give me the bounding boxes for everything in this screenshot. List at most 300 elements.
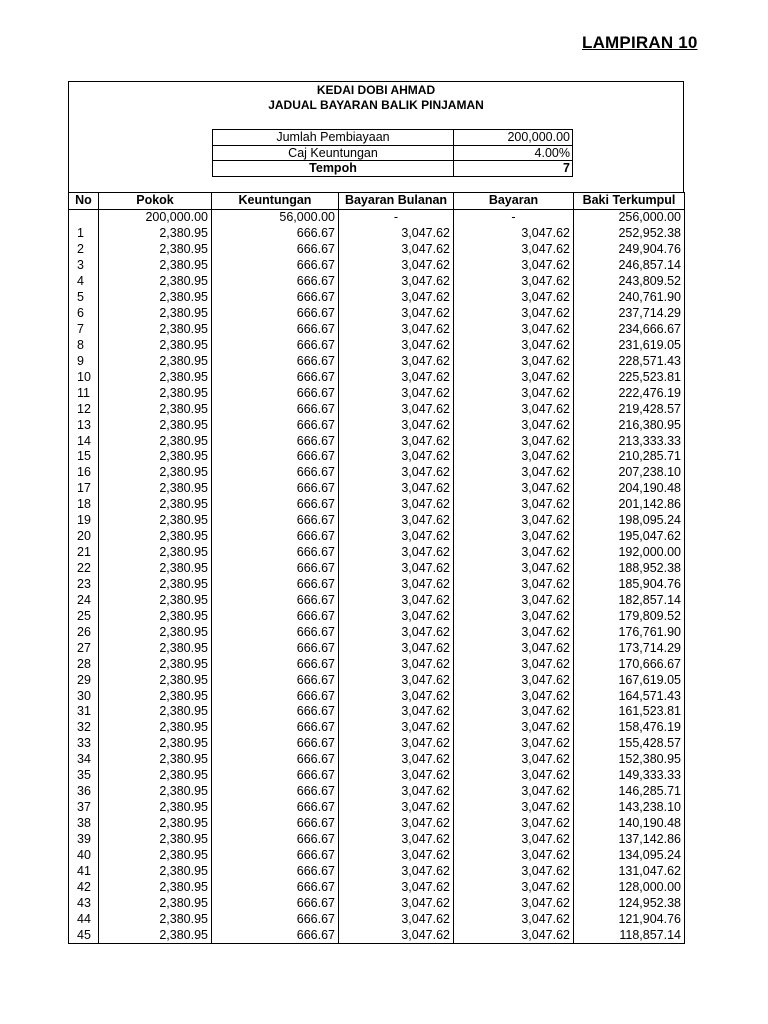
table-cell: 188,952.38 <box>574 561 685 577</box>
table-cell: 3,047.62 <box>339 258 454 274</box>
table-cell: 666.67 <box>212 640 339 656</box>
table-cell: 3,047.62 <box>454 385 574 401</box>
table-cell: 2,380.95 <box>99 608 212 624</box>
table-cell: 666.67 <box>212 704 339 720</box>
table-cell: 3,047.62 <box>339 592 454 608</box>
table-cell: 43 <box>69 895 99 911</box>
table-cell: 3,047.62 <box>339 736 454 752</box>
table-cell: 38 <box>69 816 99 832</box>
table-cell: 170,666.67 <box>574 656 685 672</box>
table-cell: 16 <box>69 465 99 481</box>
table-cell: 176,761.90 <box>574 624 685 640</box>
table-row <box>69 832 685 848</box>
table-cell: 4 <box>69 274 99 290</box>
appendix-label: LAMPIRAN 10 <box>582 33 698 52</box>
parameter-row <box>213 161 573 177</box>
table-cell: 666.67 <box>212 481 339 497</box>
table-cell: 36 <box>69 784 99 800</box>
table-cell: 2,380.95 <box>99 306 212 322</box>
table-cell: 3,047.62 <box>454 417 574 433</box>
table-cell: 3,047.62 <box>454 497 574 513</box>
table-cell: 12 <box>69 401 99 417</box>
table-cell: 2,380.95 <box>99 656 212 672</box>
table-cell: 3,047.62 <box>339 816 454 832</box>
table-cell: 34 <box>69 752 99 768</box>
table-cell: 225,523.81 <box>574 369 685 385</box>
table-cell: 3 <box>69 258 99 274</box>
table-cell: 3,047.62 <box>339 784 454 800</box>
table-cell: 2,380.95 <box>99 481 212 497</box>
table-cell: 3,047.62 <box>454 322 574 338</box>
table-cell: 131,047.62 <box>574 863 685 879</box>
table-row <box>69 274 685 290</box>
column-header: Baki Terkumpul <box>574 193 685 210</box>
table-cell: 219,428.57 <box>574 401 685 417</box>
loan-parameters-table <box>212 129 573 177</box>
table-cell: 2,380.95 <box>99 736 212 752</box>
table-cell: 3,047.62 <box>454 258 574 274</box>
table-cell: 128,000.00 <box>574 879 685 895</box>
table-cell: 2,380.95 <box>99 561 212 577</box>
table-cell: 249,904.76 <box>574 242 685 258</box>
table-cell: 216,380.95 <box>574 417 685 433</box>
parameter-row <box>213 130 573 146</box>
table-row <box>69 209 685 225</box>
table-cell: - <box>454 209 574 225</box>
table-cell: 3,047.62 <box>339 306 454 322</box>
table-cell: 3,047.62 <box>454 433 574 449</box>
table-cell: 666.67 <box>212 369 339 385</box>
table-cell: 3,047.62 <box>454 608 574 624</box>
table-cell: 2,380.95 <box>99 592 212 608</box>
parameter-value: 4.00% <box>454 145 573 161</box>
table-cell: 666.67 <box>212 656 339 672</box>
table-cell: 143,238.10 <box>574 800 685 816</box>
table-cell: 3,047.62 <box>339 624 454 640</box>
table-cell: 3,047.62 <box>454 784 574 800</box>
table-row <box>69 353 685 369</box>
table-row <box>69 720 685 736</box>
table-row <box>69 847 685 863</box>
table-cell: 3,047.62 <box>454 768 574 784</box>
table-cell: 3,047.62 <box>454 465 574 481</box>
table-cell: 118,857.14 <box>574 927 685 943</box>
table-cell: 3,047.62 <box>339 369 454 385</box>
table-cell: 2,380.95 <box>99 385 212 401</box>
table-row <box>69 385 685 401</box>
table-cell: 666.67 <box>212 545 339 561</box>
table-cell: 666.67 <box>212 768 339 784</box>
table-cell: 213,333.33 <box>574 433 685 449</box>
table-cell: 666.67 <box>212 608 339 624</box>
table-cell: 2,380.95 <box>99 752 212 768</box>
table-cell: 666.67 <box>212 879 339 895</box>
table-cell: 24 <box>69 592 99 608</box>
table-cell: 3,047.62 <box>454 688 574 704</box>
table-cell: 3,047.62 <box>454 720 574 736</box>
table-row <box>69 752 685 768</box>
table-cell: 2,380.95 <box>99 545 212 561</box>
parameter-value: 7 <box>454 161 573 177</box>
table-row <box>69 784 685 800</box>
table-cell: 3,047.62 <box>339 752 454 768</box>
table-cell: 237,714.29 <box>574 306 685 322</box>
table-cell: 666.67 <box>212 895 339 911</box>
column-header: Bayaran Bulanan <box>339 193 454 210</box>
table-row <box>69 624 685 640</box>
table-cell: 2,380.95 <box>99 337 212 353</box>
table-cell: 2,380.95 <box>99 704 212 720</box>
table-cell: 2,380.95 <box>99 927 212 943</box>
table-cell: 2,380.95 <box>99 258 212 274</box>
table-cell: 3,047.62 <box>454 513 574 529</box>
table-cell: 666.67 <box>212 433 339 449</box>
table-cell: 666.67 <box>212 863 339 879</box>
schedule-title: JADUAL BAYARAN BALIK PINJAMAN <box>268 98 484 112</box>
table-cell: 200,000.00 <box>99 209 212 225</box>
table-cell: 2,380.95 <box>99 895 212 911</box>
table-cell: 173,714.29 <box>574 640 685 656</box>
table-cell: 3,047.62 <box>454 242 574 258</box>
table-cell: 2,380.95 <box>99 242 212 258</box>
table-cell: 2,380.95 <box>99 274 212 290</box>
table-cell: 18 <box>69 497 99 513</box>
table-cell: 3,047.62 <box>339 401 454 417</box>
table-row <box>69 672 685 688</box>
table-cell: 3,047.62 <box>454 529 574 545</box>
table-row <box>69 911 685 927</box>
table-cell: 666.67 <box>212 927 339 943</box>
table-cell: 3,047.62 <box>454 226 574 242</box>
column-header: Keuntungan <box>212 193 339 210</box>
table-cell: 3,047.62 <box>339 385 454 401</box>
table-cell: 666.67 <box>212 353 339 369</box>
table-cell: 134,095.24 <box>574 847 685 863</box>
table-cell: 3,047.62 <box>339 242 454 258</box>
table-cell: 195,047.62 <box>574 529 685 545</box>
table-cell: 3,047.62 <box>454 927 574 943</box>
table-cell: 3,047.62 <box>339 672 454 688</box>
table-cell: 666.67 <box>212 401 339 417</box>
table-row <box>69 258 685 274</box>
table-cell: 210,285.71 <box>574 449 685 465</box>
table-cell: 3,047.62 <box>454 561 574 577</box>
table-cell: 207,238.10 <box>574 465 685 481</box>
table-cell: 3,047.62 <box>339 290 454 306</box>
table-cell: 243,809.52 <box>574 274 685 290</box>
table-cell: 3,047.62 <box>454 800 574 816</box>
table-cell: 2,380.95 <box>99 529 212 545</box>
table-cell: 31 <box>69 704 99 720</box>
table-cell: 204,190.48 <box>574 481 685 497</box>
table-cell: 2,380.95 <box>99 847 212 863</box>
table-cell: 33 <box>69 736 99 752</box>
table-cell: 666.67 <box>212 274 339 290</box>
table-cell: 3,047.62 <box>339 640 454 656</box>
table-cell: - <box>339 209 454 225</box>
table-cell: 3,047.62 <box>454 656 574 672</box>
table-cell: 2,380.95 <box>99 863 212 879</box>
table-row <box>69 592 685 608</box>
table-cell: 666.67 <box>212 911 339 927</box>
table-cell: 3,047.62 <box>339 911 454 927</box>
repayment-schedule-table <box>68 192 685 944</box>
table-cell: 3,047.62 <box>454 672 574 688</box>
table-row <box>69 306 685 322</box>
table-cell: 666.67 <box>212 832 339 848</box>
table-cell: 666.67 <box>212 577 339 593</box>
table-row <box>69 322 685 338</box>
column-header: Bayaran <box>454 193 574 210</box>
table-row <box>69 736 685 752</box>
table-cell: 137,142.86 <box>574 832 685 848</box>
table-cell: 234,666.67 <box>574 322 685 338</box>
table-cell: 231,619.05 <box>574 337 685 353</box>
table-cell: 3,047.62 <box>339 513 454 529</box>
table-row <box>69 688 685 704</box>
parameter-row <box>213 145 573 161</box>
table-cell: 149,333.33 <box>574 768 685 784</box>
table-cell: 3,047.62 <box>339 226 454 242</box>
table-cell: 25 <box>69 608 99 624</box>
table-cell: 40 <box>69 847 99 863</box>
table-cell: 3,047.62 <box>339 800 454 816</box>
table-cell: 666.67 <box>212 497 339 513</box>
column-header: No <box>69 193 99 210</box>
table-cell: 666.67 <box>212 417 339 433</box>
table-cell: 3,047.62 <box>454 752 574 768</box>
table-cell: 3,047.62 <box>339 497 454 513</box>
table-cell: 3,047.62 <box>454 369 574 385</box>
table-cell: 666.67 <box>212 688 339 704</box>
table-cell: 35 <box>69 768 99 784</box>
table-cell: 8 <box>69 337 99 353</box>
table-cell: 666.67 <box>212 561 339 577</box>
table-row <box>69 337 685 353</box>
table-cell: 164,571.43 <box>574 688 685 704</box>
table-row <box>69 863 685 879</box>
table-cell: 2,380.95 <box>99 672 212 688</box>
table-cell: 185,904.76 <box>574 577 685 593</box>
table-cell: 2,380.95 <box>99 911 212 927</box>
table-cell: 2,380.95 <box>99 369 212 385</box>
table-cell: 44 <box>69 911 99 927</box>
table-cell: 3,047.62 <box>339 879 454 895</box>
table-cell: 2,380.95 <box>99 322 212 338</box>
table-cell: 21 <box>69 545 99 561</box>
table-cell: 666.67 <box>212 385 339 401</box>
table-row <box>69 545 685 561</box>
table-cell: 2,380.95 <box>99 465 212 481</box>
table-row <box>69 656 685 672</box>
table-cell: 3,047.62 <box>454 624 574 640</box>
table-cell: 2,380.95 <box>99 768 212 784</box>
table-cell: 256,000.00 <box>574 209 685 225</box>
table-cell: 3,047.62 <box>339 577 454 593</box>
table-row <box>69 497 685 513</box>
table-cell: 252,952.38 <box>574 226 685 242</box>
table-cell: 28 <box>69 656 99 672</box>
table-cell: 167,619.05 <box>574 672 685 688</box>
table-row <box>69 242 685 258</box>
table-cell: 11 <box>69 385 99 401</box>
table-cell: 3,047.62 <box>454 545 574 561</box>
table-cell: 39 <box>69 832 99 848</box>
table-cell: 3,047.62 <box>339 481 454 497</box>
table-cell: 56,000.00 <box>212 209 339 225</box>
table-cell: 201,142.86 <box>574 497 685 513</box>
table-row <box>69 513 685 529</box>
table-cell: 198,095.24 <box>574 513 685 529</box>
table-cell: 13 <box>69 417 99 433</box>
table-cell: 1 <box>69 226 99 242</box>
table-cell: 45 <box>69 927 99 943</box>
table-cell: 666.67 <box>212 736 339 752</box>
table-cell: 179,809.52 <box>574 608 685 624</box>
parameter-label: Tempoh <box>213 161 454 177</box>
table-row <box>69 417 685 433</box>
table-cell: 17 <box>69 481 99 497</box>
table-cell: 3,047.62 <box>454 832 574 848</box>
table-cell: 3,047.62 <box>339 720 454 736</box>
table-cell: 3,047.62 <box>339 465 454 481</box>
table-cell: 2,380.95 <box>99 816 212 832</box>
table-row <box>69 768 685 784</box>
table-cell: 2,380.95 <box>99 353 212 369</box>
table-cell: 161,523.81 <box>574 704 685 720</box>
table-cell: 3,047.62 <box>454 863 574 879</box>
table-cell: 3,047.62 <box>339 274 454 290</box>
table-cell: 2,380.95 <box>99 401 212 417</box>
table-cell: 3,047.62 <box>339 927 454 943</box>
table-row <box>69 369 685 385</box>
table-cell: 192,000.00 <box>574 545 685 561</box>
table-cell: 124,952.38 <box>574 895 685 911</box>
table-cell: 10 <box>69 369 99 385</box>
table-cell: 3,047.62 <box>339 704 454 720</box>
table-row <box>69 290 685 306</box>
table-cell: 3,047.62 <box>454 704 574 720</box>
parameter-label: Jumlah Pembiayaan <box>213 130 454 146</box>
table-cell: 3,047.62 <box>454 481 574 497</box>
table-cell: 2,380.95 <box>99 290 212 306</box>
table-row <box>69 640 685 656</box>
table-cell: 240,761.90 <box>574 290 685 306</box>
table-row <box>69 608 685 624</box>
table-cell: 3,047.62 <box>339 561 454 577</box>
table-cell: 2 <box>69 242 99 258</box>
table-cell: 228,571.43 <box>574 353 685 369</box>
table-row <box>69 481 685 497</box>
table-cell: 3,047.62 <box>454 290 574 306</box>
table-cell: 666.67 <box>212 529 339 545</box>
table-cell: 3,047.62 <box>339 322 454 338</box>
table-cell: 152,380.95 <box>574 752 685 768</box>
table-cell: 3,047.62 <box>454 592 574 608</box>
table-cell: 3,047.62 <box>339 337 454 353</box>
table-cell: 2,380.95 <box>99 226 212 242</box>
table-cell: 666.67 <box>212 720 339 736</box>
column-header: Pokok <box>99 193 212 210</box>
table-cell: 23 <box>69 577 99 593</box>
table-cell: 2,380.95 <box>99 800 212 816</box>
schedule-header-frame <box>68 81 684 193</box>
table-row <box>69 816 685 832</box>
table-cell: 42 <box>69 879 99 895</box>
table-cell: 666.67 <box>212 449 339 465</box>
table-cell: 41 <box>69 863 99 879</box>
table-cell: 3,047.62 <box>339 529 454 545</box>
table-cell: 666.67 <box>212 513 339 529</box>
table-cell: 19 <box>69 513 99 529</box>
table-cell: 155,428.57 <box>574 736 685 752</box>
table-cell: 3,047.62 <box>454 274 574 290</box>
parameter-value: 200,000.00 <box>454 130 573 146</box>
table-cell: 14 <box>69 433 99 449</box>
table-cell: 30 <box>69 688 99 704</box>
table-cell: 666.67 <box>212 465 339 481</box>
table-cell: 666.67 <box>212 672 339 688</box>
table-cell: 2,380.95 <box>99 417 212 433</box>
table-cell: 2,380.95 <box>99 879 212 895</box>
table-cell: 9 <box>69 353 99 369</box>
table-cell: 2,380.95 <box>99 433 212 449</box>
table-cell: 3,047.62 <box>454 816 574 832</box>
table-cell: 6 <box>69 306 99 322</box>
table-cell: 3,047.62 <box>339 847 454 863</box>
table-cell: 246,857.14 <box>574 258 685 274</box>
table-cell: 2,380.95 <box>99 784 212 800</box>
table-cell: 222,476.19 <box>574 385 685 401</box>
table-cell: 140,190.48 <box>574 816 685 832</box>
table-cell: 3,047.62 <box>339 768 454 784</box>
table-cell: 7 <box>69 322 99 338</box>
table-row <box>69 449 685 465</box>
table-cell: 2,380.95 <box>99 624 212 640</box>
table-cell: 22 <box>69 561 99 577</box>
table-cell: 666.67 <box>212 322 339 338</box>
table-row <box>69 927 685 943</box>
table-cell: 37 <box>69 800 99 816</box>
table-cell: 2,380.95 <box>99 577 212 593</box>
table-cell: 121,904.76 <box>574 911 685 927</box>
table-header-row <box>69 193 685 210</box>
table-cell: 3,047.62 <box>339 608 454 624</box>
table-cell: 3,047.62 <box>339 353 454 369</box>
table-row <box>69 704 685 720</box>
table-cell: 26 <box>69 624 99 640</box>
table-cell: 3,047.62 <box>454 401 574 417</box>
table-cell: 5 <box>69 290 99 306</box>
table-cell: 666.67 <box>212 592 339 608</box>
table-cell: 146,285.71 <box>574 784 685 800</box>
table-cell: 15 <box>69 449 99 465</box>
table-cell: 666.67 <box>212 226 339 242</box>
table-cell: 3,047.62 <box>339 545 454 561</box>
table-cell: 3,047.62 <box>454 640 574 656</box>
table-cell: 27 <box>69 640 99 656</box>
table-cell: 3,047.62 <box>339 688 454 704</box>
table-row <box>69 401 685 417</box>
table-cell <box>69 209 99 225</box>
table-cell: 182,857.14 <box>574 592 685 608</box>
table-cell: 20 <box>69 529 99 545</box>
table-cell: 2,380.95 <box>99 720 212 736</box>
table-row <box>69 895 685 911</box>
table-cell: 3,047.62 <box>454 337 574 353</box>
table-cell: 3,047.62 <box>454 911 574 927</box>
table-cell: 3,047.62 <box>339 433 454 449</box>
